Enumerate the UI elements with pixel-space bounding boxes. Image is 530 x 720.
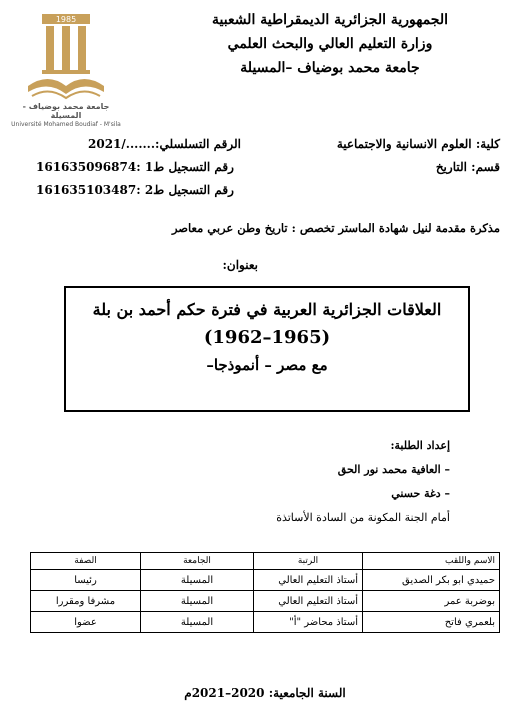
thesis-title: العلاقات الجزائرية العربية في فترة حكم أحمد بن بلة [92,300,442,319]
jury-role: رئيسا [31,570,141,591]
student-name: – العافية محمد نور الحق [337,463,450,476]
header-name: الاسم واللقب [363,553,500,570]
thesis-period: (1962–1965) [203,327,331,348]
jury-university: المسيلة [141,570,254,591]
serial-number: الرقم التسلسلي:......./2021 [88,137,241,151]
student-name: – دغة حسني [391,487,450,500]
thesis-subtitle: مع مصر – أنموذجا– [206,356,328,374]
memo-statement: مذكرة مقدمة لنيل شهادة الماستر تخصص : تاريخ وطن عربي معاصر [171,221,500,235]
university-logo [22,6,110,106]
jury-rank: أستاذ محاضر "أ" [254,612,363,633]
table-header-row [31,553,500,570]
logo-caption-english: Université Mohamed Boudiaf - M'sila [11,121,121,128]
university-line: جامعة محمد بوضياف –المسيلة [240,60,420,76]
jury-university: المسيلة [141,612,254,633]
header-rank: الرتبة [254,553,363,570]
students-block [276,434,450,530]
jury-table [30,552,500,633]
jury-intro: أمام الجنة المكونة من السادة الأساتذة [276,511,450,524]
table-row [31,591,500,612]
jury-name: حميدي ابو بكر الصديق [363,570,500,591]
logo-caption [6,102,126,128]
faculty-line: كلية: العلوم الانسانية والاجتماعية [336,137,500,151]
title-label: بعنوان: [222,258,258,272]
registration-1: رقم التسجيل ط1 :161635096874 [36,160,234,174]
jury-university: المسيلة [141,591,254,612]
logo-caption-arabic: جامعة محمد بوضياف - المسيلة [22,102,110,120]
header-role: الصفة [31,553,141,570]
jury-name: بوضربة عمر [363,591,500,612]
logo-year: 1985 [55,15,77,24]
table-row [31,570,500,591]
jury-rank: أستاذ التعليم العالي [254,591,363,612]
table-row [31,612,500,633]
thesis-title-box [64,286,470,412]
government-header [130,8,530,80]
department-line: قسم: التاريخ [435,160,500,174]
jury-name: بلعمري فاتح [363,612,500,633]
jury-rank: أستاذ التعليم العالي [254,570,363,591]
jury-role: عضوا [31,612,141,633]
academic-year: السنة الجامعية: 2020–2021م [184,686,346,700]
registration-2: رقم التسجيل ط2 :161635103487 [36,183,234,197]
header-university: الجامعة [141,553,254,570]
students-label: إعداد الطلبة: [390,439,450,452]
republic-line: الجمهورية الجزائرية الديمقراطية الشعبية [211,12,448,28]
ministry-line: وزارة التعليم العالي والبحث العلمي [227,36,433,52]
jury-role: مشرفا ومقررا [31,591,141,612]
